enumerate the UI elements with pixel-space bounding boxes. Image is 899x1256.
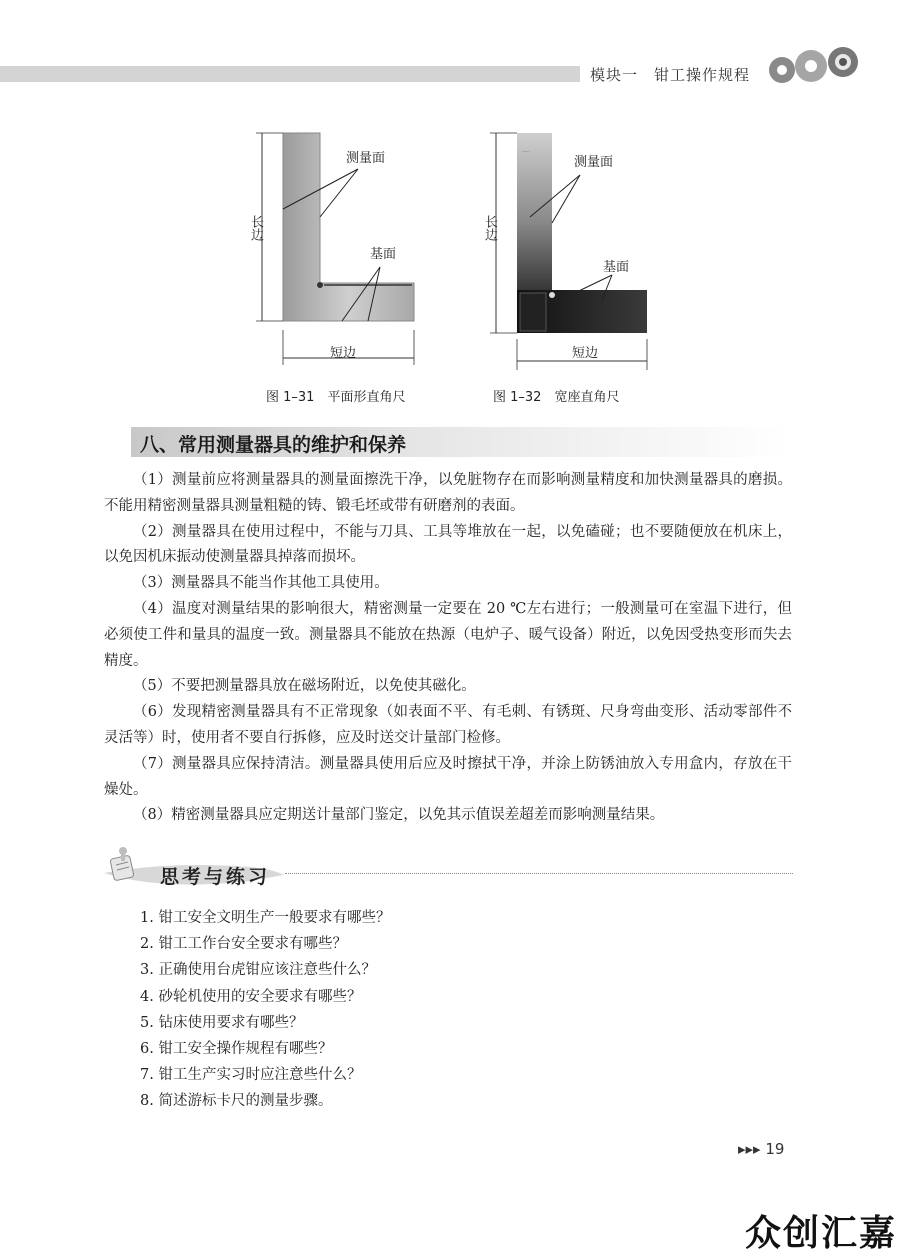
fig2-label-short: 短边 (572, 346, 599, 361)
page-number-value: 19 (765, 1140, 785, 1158)
watermark: 众创汇嘉 (745, 1213, 898, 1254)
fig1-label-long: 长边 (248, 215, 263, 241)
list-item: 5. 钻床使用要求有哪些？ (140, 1014, 304, 1031)
gear-icon (765, 44, 865, 94)
list-item: 7. 钳工生产实习时应注意些什么？ (140, 1067, 362, 1084)
fig1-label-short: 短边 (330, 346, 357, 361)
fig1-label-measure: 测量面 (346, 151, 386, 166)
paragraph: （6）发现精密测量器具有不正常现象（如表面不平、有毛刺、有锈斑、尺身弯曲变形、活动零部件不灵活等）时，使用者不要自行拆修，应及时送交计量部门检修。 (104, 704, 792, 746)
figure-flat-square (240, 125, 440, 375)
fig2-label-measure: 测量面 (574, 155, 614, 170)
list-item: 4. 砂轮机使用的安全要求有哪些？ (140, 988, 362, 1005)
exercise-title: 思考与练习 (160, 866, 271, 888)
exercise-divider (285, 873, 793, 874)
list-item: 8. 简述游标卡尺的测量步骤。 (140, 1093, 333, 1110)
list-item: 6. 钳工安全操作规程有哪些？ (140, 1041, 333, 1058)
fig1-caption: 图 1–31 平面形直角尺 (266, 390, 406, 405)
list-item: 3. 正确使用台虎钳应该注意些什么？ (140, 962, 376, 979)
paragraph: （7）测量器具应保持清洁。测量器具使用后应及时擦拭干净，并涂上防锈油放入专用盒内，存放在干燥处。 (104, 755, 792, 798)
section-body (104, 468, 792, 829)
header-bar (0, 66, 580, 82)
figure-wide-base-square (470, 125, 670, 375)
paragraph: （8）精密测量器具应定期送计量部门鉴定，以免其示值误差超差而影响测量结果。 (133, 807, 665, 824)
paragraph: （1）测量前应将测量器具的测量面擦洗干净，以免脏物存在而影响测量精度和加快测量器具的磨损。不能用精密测量器具测量粗糙的铸、锻毛坯或带有研磨剂的表面。 (104, 472, 792, 514)
svg-text:·····: ····· (522, 149, 530, 155)
paragraph: （2）测量器具在使用过程中，不能与刀具、工具等堆放在一起，以免磕碰；也不要随便放在机床上，以免因机床振动使测量器具掉落而损坏。 (104, 523, 792, 566)
module-title: 模块一 钳工操作规程 (590, 66, 751, 84)
fig2-label-long: 长边 (482, 215, 497, 241)
list-item: 1. 钳工安全文明生产一般要求有哪些？ (140, 910, 391, 926)
exercise-list (140, 905, 390, 1115)
fig2-label-base: 基面 (603, 260, 630, 275)
section-title: 八、常用测量器具的维护和保养 (140, 434, 407, 456)
page-arrows-icon: ▸▸▸ (738, 1140, 761, 1158)
paragraph: （3）测量器具不能当作其他工具使用。 (133, 575, 389, 592)
list-item: 2. 钳工工作台安全要求有哪些？ (140, 936, 347, 953)
paragraph: （5）不要把测量器具放在磁场附近，以免使其磁化。 (133, 678, 476, 695)
fig1-label-base: 基面 (370, 247, 397, 262)
paragraph: （4）温度对测量结果的影响很大，精密测量一定要在 20 ℃左右进行；一般测量可在室温下进行，但必须使工件和量具的温度一致。测量器具不能放在热源（电炉子、暖气设备）附近，以免因受热变形而失去精度。 (104, 600, 792, 669)
page-number (738, 1140, 784, 1158)
fig2-caption: 图 1–32 宽座直角尺 (493, 390, 620, 405)
